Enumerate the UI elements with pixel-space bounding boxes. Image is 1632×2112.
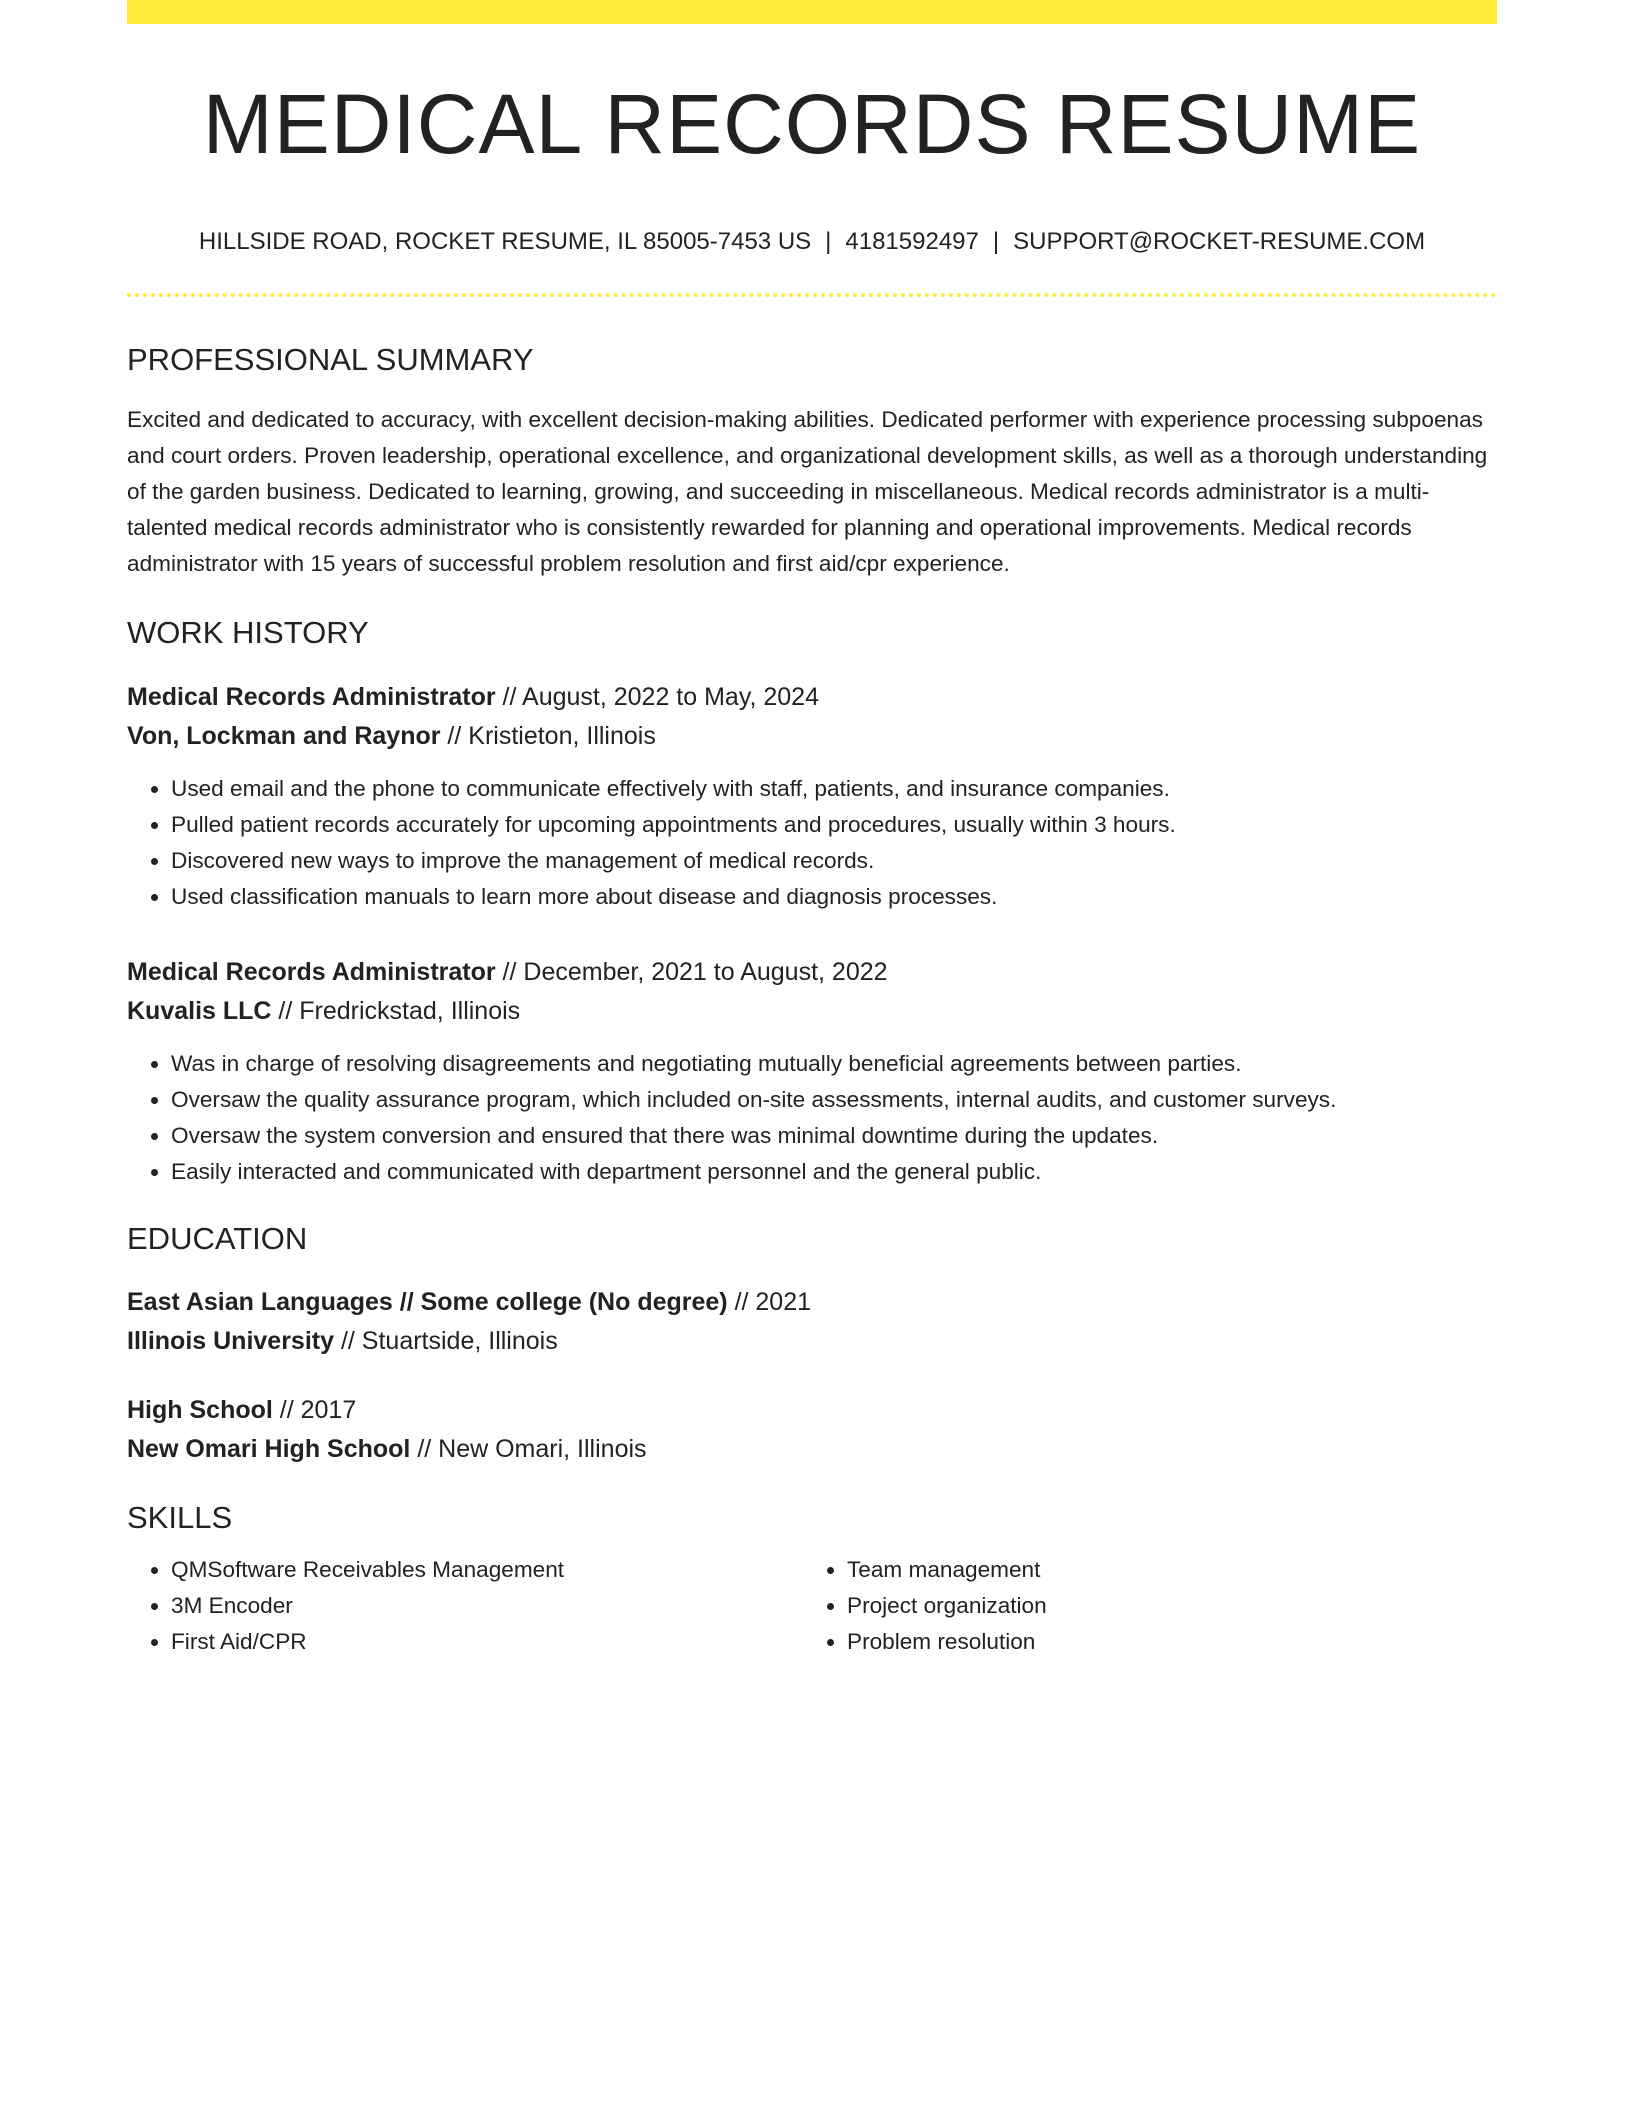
section-title-education: EDUCATION (127, 1220, 308, 1256)
list-item: • Project organization (847, 1588, 1047, 1624)
education-degree: High School (127, 1395, 273, 1424)
list-item: • First Aid/CPR (171, 1624, 803, 1660)
list-item: • Oversaw the quality assurance program, which included on-site assessments, internal audits, and customer surveys. (171, 1082, 1497, 1118)
email: SUPPORT@ROCKET-RESUME.COM (1013, 228, 1426, 256)
job-role-line (127, 678, 1497, 717)
education-entry (127, 1283, 1497, 1361)
job-dates: // December, 2021 to August, 2022 (495, 957, 888, 986)
contact-line (127, 228, 1497, 257)
list-item: • Pulled patient records accurately for upcoming appointments and procedures, usually within 3 hours. (171, 807, 1497, 843)
resume-title: MEDICAL RECORDS RESUME (202, 77, 1422, 171)
skills-list-left (127, 1552, 803, 1660)
section-title-work-history: WORK HISTORY (127, 615, 369, 651)
list-item: • Easily interacted and communicated with department personnel and the general public. (171, 1154, 1497, 1190)
address: HILLSIDE ROAD, ROCKET RESUME, IL 85005-7453 US (198, 228, 812, 256)
contact-separator: | (992, 228, 1000, 256)
job-company: Kuvalis LLC (127, 996, 272, 1025)
list-item: • Discovered new ways to improve the management of medical records. (171, 843, 1497, 879)
job-role-line (127, 953, 1497, 992)
job-bullets (127, 771, 1497, 915)
phone: 4181592497 (845, 228, 979, 256)
job-location: // Fredrickstad, Illinois (271, 996, 521, 1025)
dotted-divider (127, 293, 1497, 297)
summary-text: Excited and dedicated to accuracy, with excellent decision-making abilities. Dedicated performer with experience processing subpoenas and court orders. Proven leadership, operational excellence, and organizational development skills, as well as a thorough understanding of the garden business. Dedicated to learning, growing, and succeeding in miscellaneous. Medical records administrator is a multi-talented medical records administrator who is consistently rewarded for planning and operational improvements. Medical records administrator with 15 years of successful problem resolution and first aid/cpr experience. (127, 407, 1488, 577)
education-school: Illinois University (127, 1326, 335, 1355)
job-entry (127, 953, 1497, 1190)
job-location: // Kristieton, Illinois (440, 721, 656, 750)
education-year: // 2021 (727, 1287, 812, 1316)
list-item: • Oversaw the system conversion and ensured that there was minimal downtime during the updates. (171, 1118, 1497, 1154)
list-item: • 3M Encoder (171, 1588, 803, 1624)
education-location: // Stuartside, Illinois (334, 1326, 558, 1355)
list-item: • Was in charge of resolving disagreements and negotiating mutually beneficial agreements between parties. (171, 1046, 1497, 1082)
education-year: // 2017 (272, 1395, 357, 1424)
education-degree-line (127, 1283, 1497, 1322)
section-title-skills: SKILLS (127, 1499, 233, 1535)
list-item: • Used classification manuals to learn more about disease and diagnosis processes. (171, 879, 1497, 915)
job-bullets (127, 1046, 1497, 1190)
education-degree-line (127, 1391, 1497, 1430)
list-item: • QMSoftware Receivables Management (171, 1552, 803, 1588)
accent-bar (127, 0, 1497, 24)
education-school: New Omari High School (127, 1434, 411, 1463)
job-dates: // August, 2022 to May, 2024 (495, 682, 819, 711)
resume-page (127, 0, 1497, 1660)
job-company-line (127, 992, 1497, 1031)
job-role: Medical Records Administrator (127, 682, 496, 711)
skills-columns (127, 1552, 1497, 1660)
list-item: • Problem resolution (847, 1624, 1047, 1660)
job-entry (127, 678, 1497, 915)
education-degree: East Asian Languages // Some college (No degree) (127, 1287, 728, 1316)
list-item: • Used email and the phone to communicate effectively with staff, patients, and insurance companies. (171, 771, 1497, 807)
list-item: • Team management (847, 1552, 1047, 1588)
section-title-summary: PROFESSIONAL SUMMARY (127, 342, 534, 378)
education-school-line (127, 1322, 1497, 1361)
education-location: // New Omari, Illinois (410, 1434, 647, 1463)
skills-list-right (803, 1552, 1047, 1660)
job-company: Von, Lockman and Raynor (127, 721, 441, 750)
job-role: Medical Records Administrator (127, 957, 496, 986)
contact-separator: | (825, 228, 832, 256)
job-company-line (127, 717, 1497, 756)
education-entry (127, 1391, 1497, 1469)
education-school-line (127, 1430, 1497, 1469)
